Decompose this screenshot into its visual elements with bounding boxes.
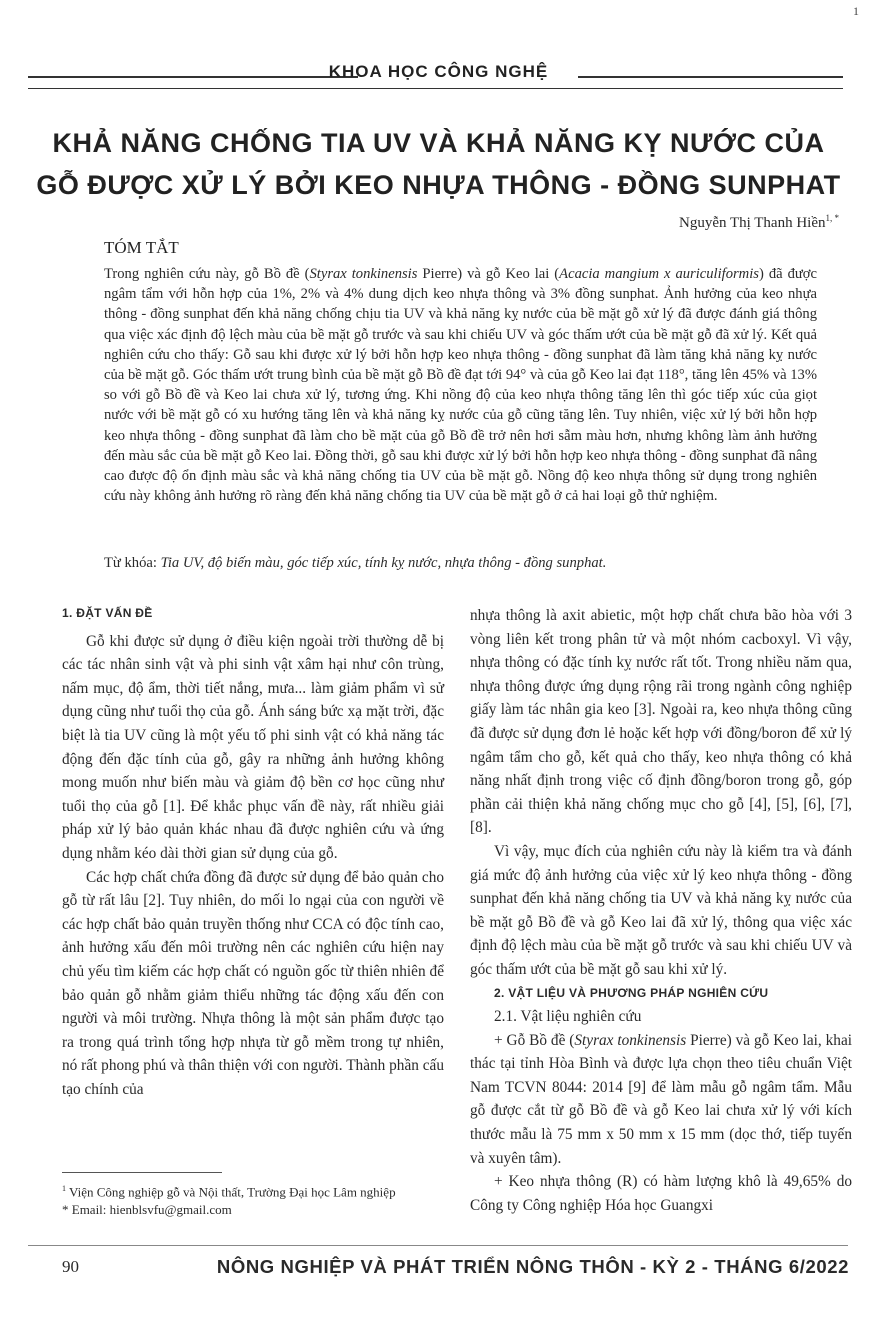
author-line xyxy=(679,213,839,232)
paragraph-text: + Gỗ Bồ đề ( xyxy=(494,1031,575,1049)
section-2-heading: 2. VẬT LIỆU VÀ PHƯƠNG PHÁP NGHIÊN CỨU xyxy=(494,985,769,1000)
paragraph-text: Pierre) và gỗ Keo lai, khai thác tại tỉnh Hòa Bình và được lựa chọn theo tiêu chuẩn Việt Nam TCVN 8044: 2014 [9] để làm mẫu gỗ ngâm tẩm. Mẫu gỗ được cắt từ gỗ Bồ đề và gỗ Keo lai chưa xử lý với kích thước mẫu là 75 mm x 50 mm x 15 mm (dọc thớ, tiếp tuyến và xuyên tâm). xyxy=(470,1031,852,1167)
footnote-mark: * xyxy=(62,1202,69,1218)
species-name: Styrax tonkinensis xyxy=(309,266,418,282)
right-column xyxy=(470,604,852,1217)
header-rule-right xyxy=(578,76,843,78)
footer-rule xyxy=(28,1245,848,1246)
article-title-line2: GỖ ĐƯỢC XỬ LÝ BỞI KEO NHỰA THÔNG - ĐỒNG SUNPHAT xyxy=(36,170,841,200)
left-column xyxy=(62,602,444,1101)
page-number: 90 xyxy=(62,1257,79,1276)
footnote-email xyxy=(62,1201,447,1219)
keywords-list: Tia UV, độ biến màu, góc tiếp xúc, tính kỵ nước, nhựa thông - đồng sunphat. xyxy=(160,555,607,571)
species-name: Styrax tonkinensis xyxy=(574,1031,687,1049)
abstract-heading: TÓM TẮT xyxy=(104,238,179,257)
abstract-text: ) đã được ngâm tẩm với hỗn hợp của 1%, 2% và 4% dung dịch keo nhựa thông và 3% đồng sunphat. Ảnh hưởng của keo nhựa thông - đồng sunphat đến khả năng chống chịu tia UV và khả năng kỵ nước của bề mặt gỗ xử lý đã được đánh giá thông qua việc xác định độ lệch màu của bề mặt gỗ trước và sau khi chiếu UV và góc thấm ướt của bề mặt gỗ đã xử lý. Kết quả nghiên cứu cho thấy: Gỗ sau khi được xử lý bởi hỗn hợp keo nhựa thông - đồng sunphat đã làm tăng khả năng kỵ nước của bề mặt gỗ. Góc thấm ướt trung bình của bề mặt gỗ Bồ đề đạt tới 94° và của gỗ Keo lai đạt 118°, tăng lên 45% và 13% so với gỗ Bồ đề và Keo lai chưa xử lý, tương ứng. Khi nồng độ của keo nhựa thông tăng lên thì góc tiếp xúc của giọt nước với bề mặt gỗ có xu hướng tăng lên và khả năng kỵ nước của gỗ cũng tăng lên. Tuy nhiên, việc xử lý bởi hỗn hợp keo nhựa thông - đồng sunphat đã làm cho bề mặt của gỗ Bồ đề trở nên hơi sẫm màu hơn, nhưng không làm ảnh hưởng đến màu sắc của bề mặt gỗ Keo lai. Đồng thời, gỗ sau khi được xử lý bởi hỗn hợp keo nhựa thông - đồng sunphat đã nâng cao được độ ổn định màu sắc và khả năng chống tia UV của bề mặt gỗ. Nồng độ keo nhựa thông sử dụng trong nghiên cứu này không ảnh hưởng rõ ràng đến khả năng chống tia UV của bề mặt gỗ ở cả hai loại gỗ thử nghiệm. xyxy=(104,266,817,505)
paragraph: + Keo nhựa thông (R) có hàm lượng khô là 49,65% do Công ty Công nghiệp Hóa học Guangxi xyxy=(470,1173,852,1214)
paragraph: Các hợp chất chứa đồng đã được sử dụng để bảo quản cho gỗ từ rất lâu [2]. Tuy nhiên, do mối lo ngại của con người về các hợp chất bảo quản truyền thống như CCA có độc tính cao, ảnh hưởng xấu đến môi trường nên các nghiên cứu hiện nay chủ yếu tìm kiếm các hợp chất có nguồn gốc từ thiên nhiên để bảo quản gỗ nhằm giảm thiểu những tác động xấu đến con người và môi trường. Nhựa thông là một sản phẩm được tạo ra trong quá trình tổng hợp nhựa từ gỗ mềm trong tự nhiên, nó rất phong phú và thân thiện với con người. Thành phần cấu tạo chính của xyxy=(62,868,444,1098)
journal-footer: NÔNG NGHIỆP VÀ PHÁT TRIỂN NÔNG THÔN - KỲ 2 - THÁNG 6/2022 xyxy=(216,1256,849,1277)
footnote-text: Viện Công nghiệp gỗ và Nội thất, Trường Đại học Lâm nghiệp xyxy=(69,1184,396,1200)
paragraph: Gỗ khi được sử dụng ở điều kiện ngoài trời thường dễ bị các tác nhân sinh vật và phi sinh vật xâm hại như côn trùng, nấm mục, độ ẩm, thời tiết nắng, mưa... làm giảm phẩm vì sử dụng cũng như tuổi thọ của gỗ. Ánh sáng bức xạ mặt trời, đặc biệt là tia UV cũng là một yếu tố phi sinh vật có khả năng tác động đến đặc tính của gỗ, gây ra những ảnh hưởng không mong muốn như biến màu và giảm độ bền cơ học cũng như tuổi thọ của gỗ [1]. Để khắc phục vấn đề này, rất nhiều giải pháp xử lý bảo quản khác nhau đã được nghiên cứu và ứng dụng nhằm kéo dài thời gian sử dụng của gỗ. xyxy=(62,632,444,862)
abstract-body xyxy=(104,264,817,506)
header-rule-under xyxy=(28,88,843,89)
author-marks: 1, * xyxy=(825,213,839,223)
keywords xyxy=(104,555,817,572)
subsection-2-1-heading: 2.1. Vật liệu nghiên cứu xyxy=(494,1008,642,1026)
abstract-text: Pierre) và gỗ Keo lai ( xyxy=(417,266,560,282)
paragraph xyxy=(470,1029,852,1171)
article-title-line1: KHẢ NĂNG CHỐNG TIA UV VÀ KHẢ NĂNG KỴ NƯỚC CỦA xyxy=(52,128,825,158)
footnote-text: Email: hienblsvfu@gmail.com xyxy=(71,1202,232,1218)
species-name: Acacia mangium x auriculiformis xyxy=(559,266,759,282)
keywords-label: Từ khóa: xyxy=(104,555,157,571)
top-page-number: 1 xyxy=(853,4,859,18)
author-name: Nguyễn Thị Thanh Hiền xyxy=(678,215,826,231)
footnote-rule xyxy=(62,1172,222,1173)
paragraph: Vì vậy, mục đích của nghiên cứu này là kiểm tra và đánh giá mức độ ảnh hưởng của việc xử lý keo nhựa thông - đồng sunphat đến khả năng chống tia UV và khả năng kỵ nước của bề mặt gỗ Bồ đề và gỗ Keo lai đã xử lý, thông qua việc xác định độ lệch màu của bề mặt gỗ trước và sau khi chiếu UV và góc thấm ướt của bề mặt gỗ sau khi xử lý. xyxy=(470,842,852,978)
footnote-mark: 1 xyxy=(62,1184,66,1193)
footnotes xyxy=(62,1180,447,1219)
section-1-heading: 1. ĐẶT VẤN ĐỀ xyxy=(62,606,153,620)
footnote-affiliation xyxy=(62,1180,447,1201)
section-header: KHOA HỌC CÔNG NGHỆ xyxy=(328,62,549,81)
abstract-text: Trong nghiên cứu này, gỗ Bồ đề ( xyxy=(104,266,310,282)
paragraph: nhựa thông là axit abietic, một hợp chất chưa bão hòa với 3 vòng liên kết trong phân tử và một nhóm cacboxyl. Vì vậy, nhựa thông có đặc tính kỵ nước rất tốt. Trong nhiều năm qua, nhựa thông được ứng dụng rộng rãi trong ngành công nghiệp giấy làm tác nhân gia keo [3]. Ngoài ra, keo nhựa thông cũng đã được sử dụng đơn lẻ hoặc kết hợp với đồng/boron để xử lý ngâm tẩm cho gỗ, kết quả cho thấy, keo nhựa thông có khả năng nhất định trong việc cố định đồng/boron trong gỗ, góp phần cải thiện khả năng chống mục cho gỗ [4], [5], [6], [7], [8]. xyxy=(470,607,852,837)
